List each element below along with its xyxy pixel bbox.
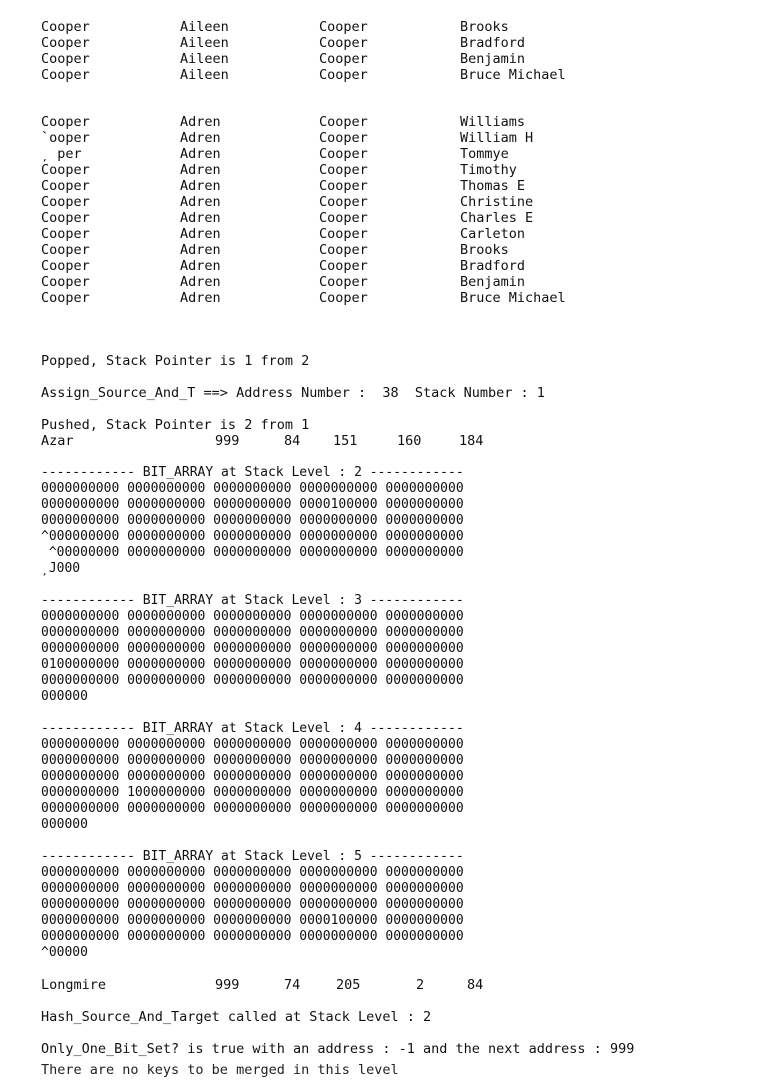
- cell-surname2: Cooper: [319, 242, 368, 258]
- cell-surname2: Cooper: [319, 67, 368, 83]
- bit-row: 0000000000 0000000000 0000000000 0000000000 0000000000: [41, 641, 464, 656]
- cell-surname2: Cooper: [319, 146, 368, 162]
- bit-row: ̦ J000: [41, 561, 81, 576]
- cell-given: Williams: [460, 114, 526, 130]
- record-value: 205: [336, 977, 361, 993]
- record-value: 84: [467, 977, 484, 993]
- cell-surname: Cooper: [41, 242, 90, 258]
- record-value: 74: [284, 977, 301, 993]
- cell-surname2: Cooper: [319, 130, 368, 146]
- cell-surname: Cooper: [41, 162, 90, 178]
- cell-first: Aileen: [180, 35, 229, 51]
- bit-row: 0100000000 0000000000 0000000000 0000000000 0000000000: [41, 657, 464, 672]
- cell-surname: Cooper: [41, 19, 90, 35]
- cell-surname2: Cooper: [319, 258, 368, 274]
- cell-given: Brooks: [460, 19, 509, 35]
- cell-surname: Cooper: [41, 67, 90, 83]
- bit-array-header: ------------ BIT_ARRAY at Stack Level : 2 ------------: [41, 465, 464, 480]
- bit-row: 0000000000 1000000000 0000000000 0000000000 0000000000: [41, 785, 464, 800]
- cell-first: Adren: [180, 210, 221, 226]
- cell-surname: `ooper: [41, 130, 90, 146]
- record-value: 184: [459, 433, 484, 449]
- cell-surname2: Cooper: [319, 19, 368, 35]
- cell-given: Benjamin: [460, 274, 526, 290]
- log-assign: Assign_Source_And_T ==> Address Number : 38 Stack Number : 1: [41, 385, 545, 401]
- cell-surname: Cooper: [41, 210, 90, 226]
- bit-row: 0000000000 0000000000 0000000000 0000000000 0000000000: [41, 929, 464, 944]
- bit-row: 0000000000 0000000000 0000000000 0000000000 0000000000: [41, 753, 464, 768]
- cell-given: Bruce Michael: [460, 67, 566, 83]
- cell-surname2: Cooper: [319, 290, 368, 306]
- cell-first: Adren: [180, 130, 221, 146]
- bit-row: ^000000000 0000000000 0000000000 0000000000 0000000000: [41, 529, 464, 544]
- cell-surname: Cooper: [41, 258, 90, 274]
- cell-surname: Cooper: [41, 226, 90, 242]
- cell-given: Thomas E: [460, 178, 526, 194]
- cell-surname2: Cooper: [319, 35, 368, 51]
- record-name: Longmire: [41, 977, 107, 993]
- bit-row: 0000000000 0000000000 0000000000 0000000000 0000000000: [41, 625, 464, 640]
- bit-row: 000000: [41, 817, 88, 832]
- bit-row: 0000000000 0000000000 0000000000 0000000000 0000000000: [41, 801, 464, 816]
- bit-row: 0000000000 0000000000 0000000000 0000000000 0000000000: [41, 513, 464, 528]
- cell-surname: Cooper: [41, 51, 90, 67]
- cell-surname2: Cooper: [319, 162, 368, 178]
- cell-surname2: Cooper: [319, 226, 368, 242]
- cell-first: Adren: [180, 114, 221, 130]
- cell-given: Christine: [460, 194, 534, 210]
- cell-first: Adren: [180, 162, 221, 178]
- cell-given: Timothy: [460, 162, 517, 178]
- cell-first: Aileen: [180, 19, 229, 35]
- cell-surname2: Cooper: [319, 51, 368, 67]
- cell-given: Carleton: [460, 226, 526, 242]
- cell-given: Bradford: [460, 258, 526, 274]
- bit-row: 0000000000 0000000000 0000000000 0000100000 0000000000: [41, 497, 464, 512]
- cell-given: William H: [460, 130, 534, 146]
- bit-array-header: ------------ BIT_ARRAY at Stack Level : 5 ------------: [41, 849, 464, 864]
- bit-row: 0000000000 0000000000 0000000000 0000000000 0000000000: [41, 481, 464, 496]
- cell-given: Charles E: [460, 210, 534, 226]
- cell-surname2: Cooper: [319, 194, 368, 210]
- cell-surname: Cooper: [41, 114, 90, 130]
- bit-row: ^00000: [41, 945, 88, 960]
- cell-surname: Cooper: [41, 274, 90, 290]
- cell-surname2: Cooper: [319, 210, 368, 226]
- cell-first: Adren: [180, 258, 221, 274]
- cell-first: Adren: [180, 290, 221, 306]
- bit-row: 0000000000 0000000000 0000000000 0000000000 0000000000: [41, 673, 464, 688]
- cell-given: Benjamin: [460, 51, 526, 67]
- bit-row: 0000000000 0000000000 0000000000 0000000000 0000000000: [41, 737, 464, 752]
- bit-row: 0000000000 0000000000 0000000000 0000000000 0000000000: [41, 609, 464, 624]
- cell-given: Brooks: [460, 242, 509, 258]
- log-only-one-bit: Only_One_Bit_Set? is true with an address : -1 and the next address : 999: [41, 1041, 635, 1057]
- bit-array-header: ------------ BIT_ARRAY at Stack Level : 3 ------------: [41, 593, 464, 608]
- cell-first: Aileen: [180, 51, 229, 67]
- log-cutoff-line: There are no keys to be merged in this level: [41, 1062, 399, 1078]
- log-hash: Hash_Source_And_Target called at Stack Level : 2: [41, 1009, 432, 1025]
- cell-given: Bradford: [460, 35, 526, 51]
- record-value: 160: [397, 433, 422, 449]
- log-popped: Popped, Stack Pointer is 1 from 2: [41, 353, 310, 369]
- record-value: 151: [333, 433, 358, 449]
- cell-first: Adren: [180, 274, 221, 290]
- bit-row: ^00000000 0000000000 0000000000 0000000000 0000000000: [41, 545, 464, 560]
- record-value: 999: [215, 433, 240, 449]
- cell-first: Adren: [180, 242, 221, 258]
- bit-row: 0000000000 0000000000 0000000000 0000000000 0000000000: [41, 897, 464, 912]
- record-value: 999: [215, 977, 240, 993]
- cell-surname2: Cooper: [319, 274, 368, 290]
- bit-row: 0000000000 0000000000 0000000000 0000000000 0000000000: [41, 865, 464, 880]
- bit-row: 0000000000 0000000000 0000000000 0000000000 0000000000: [41, 769, 464, 784]
- cell-surname2: Cooper: [319, 114, 368, 130]
- cell-surname: ̦ per: [41, 146, 82, 162]
- bit-array-header: ------------ BIT_ARRAY at Stack Level : 4 ------------: [41, 721, 464, 736]
- cell-first: Aileen: [180, 67, 229, 83]
- cell-first: Adren: [180, 146, 221, 162]
- cell-surname: Cooper: [41, 35, 90, 51]
- cell-first: Adren: [180, 226, 221, 242]
- record-value: 2: [416, 977, 425, 993]
- cell-surname2: Cooper: [319, 178, 368, 194]
- bit-row: 0000000000 0000000000 0000000000 0000100000 0000000000: [41, 913, 464, 928]
- bit-row: 0000000000 0000000000 0000000000 0000000000 0000000000: [41, 881, 464, 896]
- record-value: 84: [284, 433, 301, 449]
- cell-surname: Cooper: [41, 178, 90, 194]
- cell-given: Tommye: [460, 146, 509, 162]
- cell-first: Adren: [180, 194, 221, 210]
- cell-first: Adren: [180, 178, 221, 194]
- bit-row: 000000: [41, 689, 88, 704]
- cell-surname: Cooper: [41, 194, 90, 210]
- log-pushed: Pushed, Stack Pointer is 2 from 1: [41, 417, 310, 433]
- cell-surname: Cooper: [41, 290, 90, 306]
- cell-given: Bruce Michael: [460, 290, 566, 306]
- record-name: Azar: [41, 433, 74, 449]
